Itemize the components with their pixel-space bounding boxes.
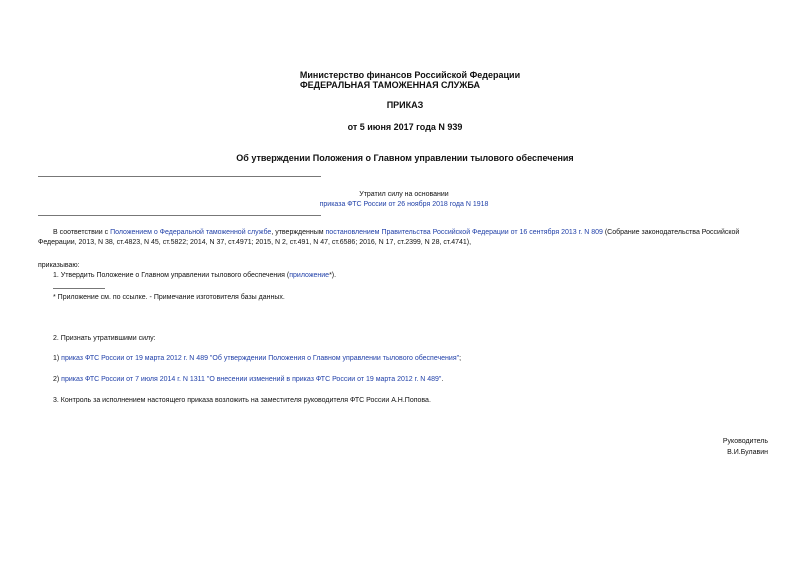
item-1-text: 1. Утвердить Положение о Главном управлении тылового обеспечения ( [53, 272, 290, 279]
service-heading: ФЕДЕРАЛЬНАЯ ТАМОЖЕННАЯ СЛУЖБА [299, 80, 481, 90]
sub-item-1-number: 1) [53, 355, 62, 362]
sub-item-2-number: 2) [53, 376, 62, 383]
preamble-text-1: В соответствии с [53, 229, 111, 236]
item-1-tail: *). [329, 272, 337, 279]
sub-item-1-tail: ; [459, 355, 462, 362]
sub-item-1 [53, 354, 461, 364]
item-1-link-appendix[interactable]: приложение [289, 272, 330, 279]
sub-item-2-link[interactable]: приказ ФТС России от 7 июля 2014 г. N 1311 "О внесении изменений в приказ ФТС России от 19 марта 2012 г. N 489" [61, 376, 442, 383]
status-note-line: Утратил силу на основании [359, 191, 449, 198]
preamble-text-3: (Собрание законодательства Российской Федерации, 2013, N 38, ст.4823, N 45, ст.5822; 2014, N 37, ст.4971; 2015, N 2, ст.491, N 47, ст.6586; 2016, N 17, ст.2399, N 28, ст.4741), [38, 229, 740, 246]
footnote-divider [53, 288, 105, 289]
doc-type-heading: ПРИКАЗ [386, 100, 424, 110]
subject-heading: Об утверждении Положения о Главном управлении тылового обеспечения [236, 153, 574, 163]
item-1 [53, 271, 336, 281]
preamble-link-regulation[interactable]: Положением о Федеральной таможенной службе [110, 229, 272, 236]
status-note-link[interactable]: приказа ФТС России от 26 ноября 2018 года N 1918 [319, 201, 489, 208]
preamble-paragraph [38, 228, 770, 248]
preamble-link-resolution[interactable]: постановлением Правительства Российской Федерации от 16 сентября 2013 г. N 809 [325, 229, 603, 236]
preamble-text-2: , утвержденным [271, 229, 326, 236]
ministry-heading: Министерство финансов Российской Федерации [299, 70, 521, 80]
date-number-heading: от 5 июня 2017 года N 939 [347, 122, 463, 132]
sub-item-1-link[interactable]: приказ ФТС России от 19 марта 2012 г. N 489 "Об утверждении Положения о Главном управлении тылового обеспечения" [61, 355, 460, 362]
footnote-text: * Приложение см. по ссылке. - Примечание изготовителя базы данных. [53, 294, 285, 301]
signature-name: В.И.Булавин [727, 449, 768, 456]
divider-top [38, 176, 321, 177]
item-3: 3. Контроль за исполнением настоящего приказа возложить на заместителя руководителя ФТС России А.Н.Попова. [53, 397, 431, 404]
sub-item-2 [53, 375, 443, 385]
divider-bottom [38, 215, 321, 216]
signature-title: Руководитель [722, 438, 768, 445]
sub-item-2-tail: . [441, 376, 444, 383]
order-word: приказываю: [38, 262, 80, 269]
item-2: 2. Признать утратившими силу: [53, 335, 156, 342]
